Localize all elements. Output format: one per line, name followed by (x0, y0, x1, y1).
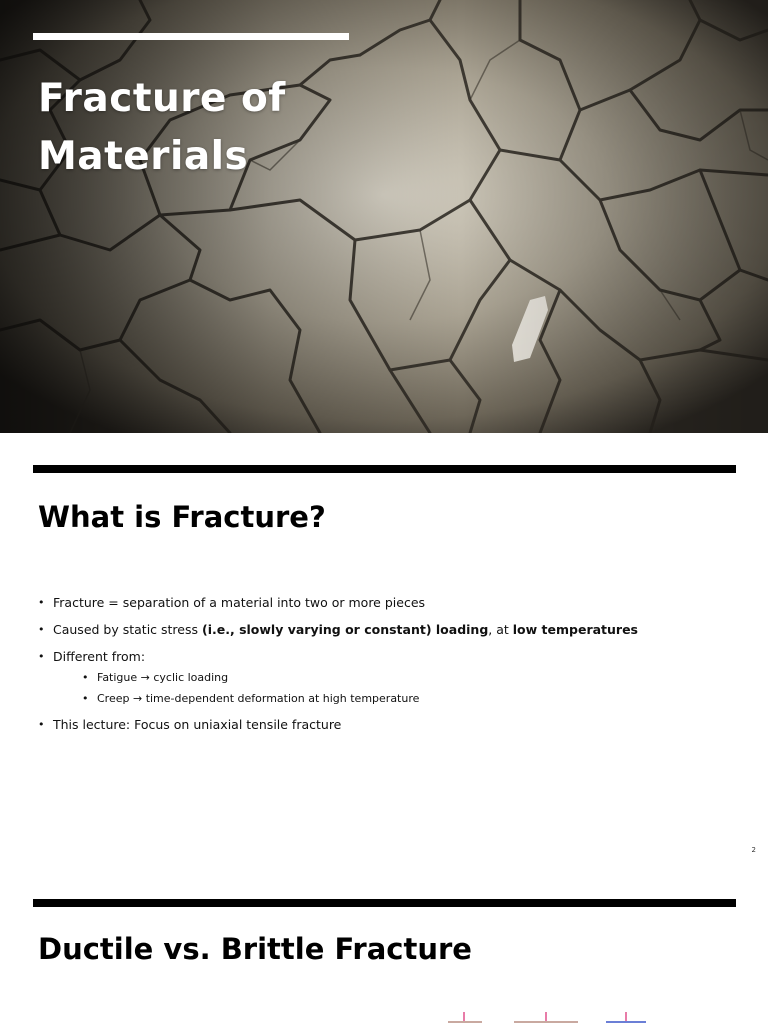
ductile-vs-brittle-slide (0, 866, 768, 1024)
list-item (38, 717, 738, 733)
specimen-diagram-preview (440, 1012, 660, 1024)
bullet-bold-text: (i.e., slowly varying or constant) loading (202, 622, 489, 637)
sub-list-item (82, 671, 738, 685)
bullet-bold-text: low temperatures (512, 622, 638, 637)
slide-top-bar (33, 899, 736, 907)
list-item (38, 622, 738, 638)
page-title (38, 70, 286, 186)
sub-list-item (82, 692, 738, 706)
bullet-text: Caused by static stress (53, 622, 202, 637)
bullet-text: Fracture = separation of a material into two or more pieces (53, 595, 426, 610)
bullet-text: Different from: (53, 649, 146, 664)
bullet-list (38, 595, 738, 744)
what-is-fracture-slide (0, 433, 768, 866)
sub-bullet-text: Creep → time-dependent deformation at high temperature (97, 692, 420, 705)
page-number: 2 (751, 846, 756, 854)
title-line-1: Fracture of (38, 76, 286, 121)
title-accent-bar (33, 33, 349, 40)
cracked-earth-background (0, 0, 768, 433)
bullet-text: This lecture: Focus on uniaxial tensile fracture (53, 717, 342, 732)
list-item (38, 595, 738, 611)
title-slide (0, 0, 768, 433)
bullet-text: , at (488, 622, 513, 637)
list-item (38, 649, 738, 706)
sub-bullet-list (53, 671, 738, 706)
sub-bullet-text: Fatigue → cyclic loading (97, 671, 229, 684)
title-line-2: Materials (38, 134, 249, 179)
slide-title: Ductile vs. Brittle Fracture (38, 932, 472, 966)
slide-title: What is Fracture? (38, 500, 326, 534)
slide-top-bar (33, 465, 736, 473)
